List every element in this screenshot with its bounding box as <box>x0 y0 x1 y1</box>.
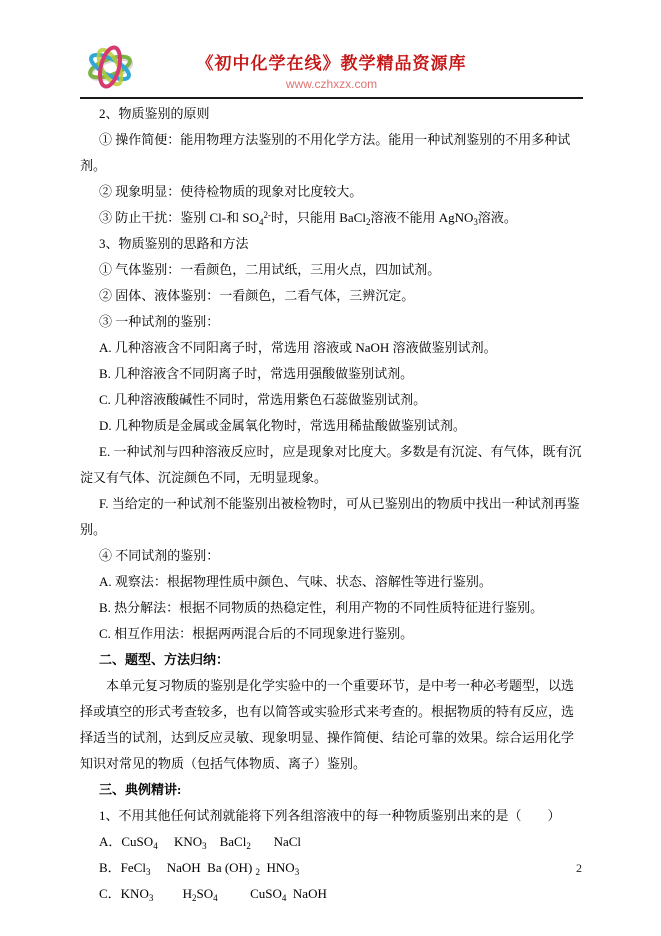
text-line: ③ 防止干扰：鉴别 Cl-和 $SO_4^{2-}$时，只能用 BaCl$_2$溶液不能用 AgNO$_3$溶液。 <box>99 210 517 227</box>
page-number: 2 <box>576 861 582 875</box>
text-line: D. 几种物质是金属或金属氧化物时，常选用稀盐酸做鉴别试剂。 <box>99 418 466 433</box>
text-line: B. 热分解法：根据不同物质的热稳定性，利用产物的不同性质特征进行鉴别。 <box>99 600 544 615</box>
text-line: ③ 一种试剂的鉴别： <box>99 314 220 329</box>
site-url: www.czhxzx.com <box>285 77 378 91</box>
text-line: B．FeCl$_3$ NaOH Ba (OH) $_2$ $HNO_3$ <box>99 860 300 877</box>
document-body <box>80 101 583 907</box>
text-line: B. 几种溶液含不同阴离子时，常选用强酸做鉴别试剂。 <box>99 366 414 381</box>
text-line: 二、题型、方法归纳： <box>99 652 230 667</box>
text-line: ① 气体鉴别：一看颜色，二用试纸，三用火点，四加试剂。 <box>99 262 441 277</box>
site-title: 《初中化学在线》教学精品资源库 <box>196 54 467 73</box>
text-line: C．$KNO_3$ $H_2SO_4$ CuSO$_4$ NaOH <box>99 886 327 903</box>
text-line: A. 观察法：根据物理性质中颜色、气味、状态、溶解性等进行鉴别。 <box>99 574 492 589</box>
text-line: ④ 不同试剂的鉴别： <box>99 548 220 563</box>
text-line: A. 几种溶液含不同阳离子时，常选用 溶液或 NaOH 溶液做鉴别试剂。 <box>99 340 497 355</box>
text-line: E. 一种试剂与四种溶液反应时，应是现象对比度大。多数是有沉淀、有气体，既有沉淀又有气体、沉淀颜色不同，无明显现象。 <box>80 444 582 485</box>
text-line: A．CuSO$_4$ $KNO_3$ BaCl$_2$ NaCl <box>99 834 302 851</box>
text-line: C. 相互作用法：根据两两混合后的不同现象进行鉴别。 <box>99 626 414 641</box>
text-line: 本单元复习物质的鉴别是化学实验中的一个重要环节，是中考一种必考题型，以选择或填空的形式考查较多，也有以简答或实验形式来考查的。根据物质的特有反应，选择适当的试剂，达到反应灵敏、现象明显、操作简便、结论可靠的效果。综合运用化学知识对常见的物质（包括气体物质、离子）鉴别。 <box>80 678 575 771</box>
page-header <box>80 40 583 99</box>
atom-logo-icon <box>83 42 137 94</box>
text-line: 2、物质鉴别的原则 <box>99 106 210 121</box>
text-line: C. 几种溶液酸碱性不同时，常选用紫色石蕊做鉴别试剂。 <box>99 392 427 407</box>
text-line: ② 现象明显：使待检物质的现象对比度较大。 <box>99 184 363 199</box>
text-line: 三、典例精讲: <box>99 782 182 797</box>
text-line: 3、物质鉴别的思路和方法 <box>99 236 249 251</box>
text-line: 1、不用其他任何试剂就能将下列各组溶液中的每一种物质鉴别出来的是（ ） <box>99 808 561 823</box>
text-line: ② 固体、液体鉴别：一看颜色，二看气体，三辨沉定。 <box>99 288 415 303</box>
text-line: F. 当给定的一种试剂不能鉴别出被检物时，可从已鉴别出的物质中找出一种试剂再鉴别。 <box>80 496 580 537</box>
text-line: ① 操作简便：能用物理方法鉴别的不用化学方法。能用一种试剂鉴别的不用多种试剂。 <box>80 132 571 173</box>
